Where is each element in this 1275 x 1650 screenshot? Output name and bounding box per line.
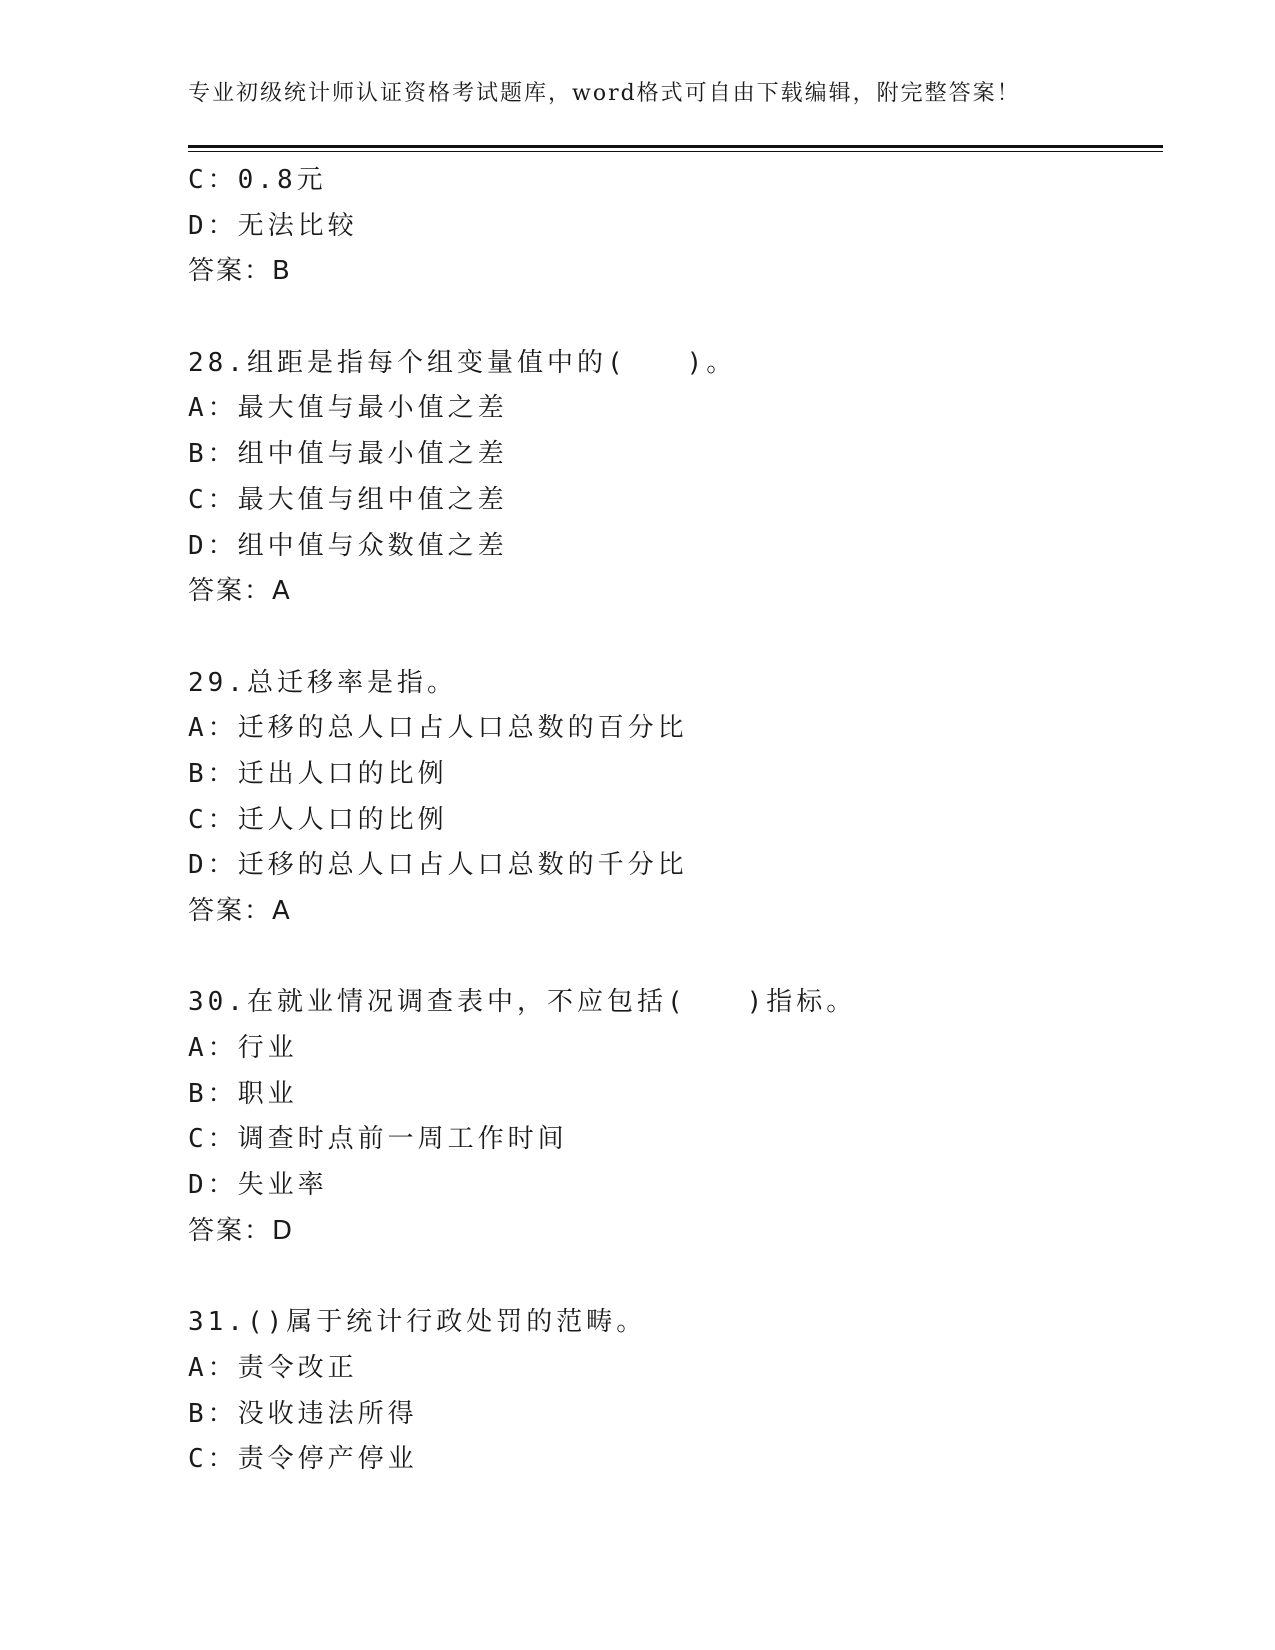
option-line: A：责令改正 [188,1352,358,1383]
option-line: D：无法比较 [188,210,358,241]
option-line: B：职业 [188,1078,298,1109]
option-line: D：失业率 [188,1170,328,1201]
answer-line: 答案：A [188,896,292,926]
question-block [188,980,1163,1254]
header-divider-thin [188,151,1163,152]
block-gap [188,935,1163,981]
option-line: C：0.8元 [188,165,327,195]
option-line: D：组中值与众数值之差 [188,530,508,561]
option-line: C：最大值与组中值之差 [188,484,508,515]
option-line: A：最大值与最小值之差 [188,393,508,424]
option-line: B：没收违法所得 [188,1398,418,1429]
answer-line: 答案：B [188,256,292,287]
option-line: C：迁人人口的比例 [188,804,448,835]
block-gap [188,295,1163,341]
question-block [188,341,1163,615]
option-line: B：组中值与最小值之差 [188,439,508,470]
question-list [188,158,1163,1483]
block-gap [188,1255,1163,1301]
question-block [188,661,1163,935]
answer-line: 答案：A [188,576,292,607]
option-line: A：迁移的总人口占人口总数的百分比 [188,713,688,744]
question-block [188,158,1163,295]
answer-line: 答案：D [188,1215,295,1246]
option-line: C：责令停产停业 [188,1444,418,1475]
option-line: C：调查时点前一周工作时间 [188,1124,568,1155]
question-stem: 29.总迁移率是指。 [188,667,457,698]
question-block [188,1300,1163,1483]
header-divider [188,145,1163,148]
question-stem: 30.在就业情况调查表中，不应包括( )指标。 [188,987,857,1018]
question-stem: 31.()属于统计行政处罚的范畴。 [188,1307,647,1338]
block-gap [188,615,1163,661]
page-header: 专业初级统计师认证资格考试题库，word格式可自由下载编辑，附完整答案！ [188,81,1021,106]
option-line: B：迁出人口的比例 [188,758,448,789]
option-line: D：迁移的总人口占人口总数的千分比 [188,850,688,881]
option-line: A：行业 [188,1033,298,1064]
question-stem: 28.组距是指每个组变量值中的( )。 [188,347,737,378]
